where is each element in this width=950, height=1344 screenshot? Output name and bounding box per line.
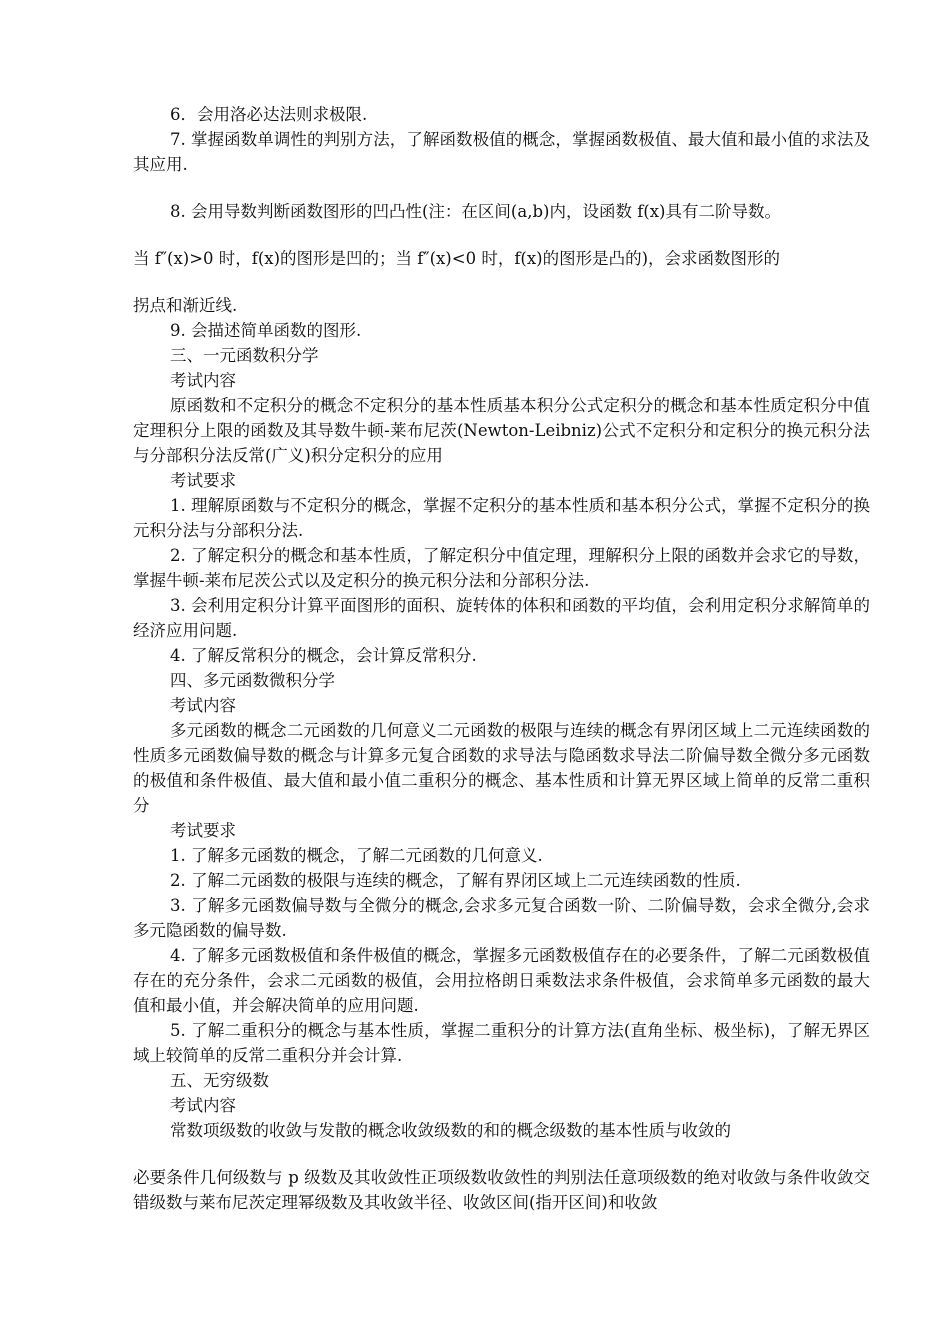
section-3-req-1: 1. 理解原函数与不定积分的概念，掌握不定积分的基本性质和基本积分公式，掌握不定积分的换元积分法与分部积分法. (133, 496, 870, 540)
document-page (133, 102, 870, 1215)
item-7: 7. 掌握函数单调性的判别方法，了解函数极值的概念，掌握函数极值、最大值和最小值的求法及其应用. (133, 130, 870, 174)
section-3-req-2: 2. 了解定积分的概念和基本性质，了解定积分中值定理，理解积分上限的函数并会求它的导数，掌握牛顿-莱布尼茨公式以及定积分的换元积分法和分部积分法. (133, 546, 870, 590)
section-5-content-line1: 常数项级数的收敛与发散的概念收敛级数的和的概念级数的基本性质与收敛的 (170, 1121, 731, 1140)
section-5-content-line2: 必要条件几何级数与 p 级数及其收敛性正项级数收敛性的判别法任意项级数的绝对收敛与条件收敛交错级数与莱布尼茨定理幂级数及其收敛半径、收敛区间(指开区间)和收敛 (133, 1168, 870, 1212)
section-3-content: 原函数和不定积分的概念不定积分的基本性质基本积分公式定积分的概念和基本性质定积分中值定理积分上限的函数及其导数牛顿-莱布尼茨(Newton-Leibniz)公式不定积分和定积分的换元积分法与分部积分法反常(广义)积分定积分的应用 (133, 396, 870, 465)
section-5-content-heading: 考试内容 (170, 1096, 236, 1115)
section-5-title: 五、无穷级数 (170, 1071, 269, 1090)
item-6: 6．会用洛必达法则求极限. (170, 105, 368, 124)
section-4-req-2: 2. 了解二元函数的极限与连续的概念，了解有界闭区域上二元连续函数的性质. (170, 871, 741, 890)
section-3-content-heading: 考试内容 (170, 371, 236, 390)
section-4-req-5: 5. 了解二重积分的概念与基本性质，掌握二重积分的计算方法(直角坐标、极坐标)，了解无界区域上较简单的反常二重积分并会计算. (133, 1021, 870, 1065)
item-9: 9. 会描述简单函数的图形. (170, 321, 362, 340)
section-4-content-heading: 考试内容 (170, 696, 236, 715)
section-4-req-4: 4. 了解多元函数极值和条件极值的概念，掌握多元函数极值存在的必要条件，了解二元函数极值存在的充分条件，会求二元函数的极值，会用拉格朗日乘数法求条件极值，会求简单多元函数的最大值和最小值，并会解决简单的应用问题. (133, 946, 870, 1015)
item-8-line3: 拐点和渐近线. (133, 296, 238, 315)
section-4-requirements-heading: 考试要求 (170, 821, 236, 840)
item-8-line1: 8. 会用导数判断函数图形的凹凸性(注：在区间(a,b)内，设函数 f(x)具有二阶导数。 (170, 202, 781, 221)
section-3-req-3: 3. 会利用定积分计算平面图形的面积、旋转体的体积和函数的平均值，会利用定积分求解简单的经济应用问题. (133, 596, 870, 640)
section-4-content: 多元函数的概念二元函数的几何意义二元函数的极限与连续的概念有界闭区域上二元连续函数的性质多元函数偏导数的概念与计算多元复合函数的求导法与隐函数求导法二阶偏导数全微分多元函数的极值和条件极值、最大值和最小值二重积分的概念、基本性质和计算无界区域上简单的反常二重积分 (133, 721, 870, 815)
section-4-req-1: 1. 了解多元函数的概念，了解二元函数的几何意义. (170, 846, 543, 865)
section-3-requirements-heading: 考试要求 (170, 471, 236, 490)
section-3-title: 三、一元函数积分学 (170, 346, 319, 365)
section-4-req-3: 3. 了解多元函数偏导数与全微分的概念,会求多元复合函数一阶、二阶偏导数，会求全微分,会求多元隐函数的偏导数. (133, 896, 870, 940)
item-8-line2: 当 f″(x)>0 时，f(x)的图形是凹的；当 f″(x)<0 时，f(x)的图形是凸的)，会求函数图形的 (133, 249, 781, 268)
section-3-req-4: 4. 了解反常积分的概念，会计算反常积分. (170, 646, 477, 665)
section-4-title: 四、多元函数微积分学 (170, 671, 335, 690)
